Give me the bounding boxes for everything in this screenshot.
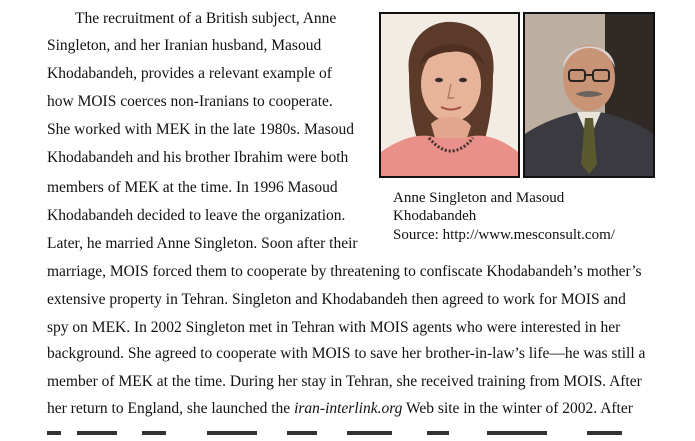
cut-off-line-fragment (47, 421, 647, 441)
line-text-before-site: her return to England, she launched the (47, 400, 295, 417)
cut-off-text-tops (47, 425, 647, 435)
photo-source: Source: http://www.mesconsult.com/ (393, 227, 615, 243)
portrait-man-illustration (525, 14, 653, 176)
photo-anne-singleton (379, 12, 520, 178)
paragraph-line-8: Khodabandeh decided to leave the organization. (47, 207, 346, 224)
paragraph-line-9: Later, he married Anne Singleton. Soon after their (47, 235, 358, 252)
paragraph-line-10: marriage, MOIS forced them to cooperate by threatening to confiscate Khodabandeh’s mother’s (47, 263, 642, 280)
paragraph-line-3: Khodabandeh, provides a relevant example of (47, 65, 332, 82)
paragraph-line-13: background. She agreed to cooperate with MOIS to save her brother-in-law’s life—he was still a (47, 345, 646, 362)
paragraph-line-6: Khodabandeh and his brother Ibrahim were both (47, 149, 349, 166)
photo-caption-line-2: Khodabandeh (393, 208, 477, 224)
paragraph-line-5: She worked with MEK in the late 1980s. Masoud (47, 121, 354, 138)
paragraph-line-15 (47, 399, 633, 419)
photo-caption-line-1: Anne Singleton and Masoud (393, 190, 565, 206)
paragraph-line-14: member of MEK at the time. During her stay in Tehran, she received training from MOIS. After (47, 373, 642, 390)
paragraph-line-4: how MOIS coerces non-Iranians to cooperate. (47, 93, 333, 110)
paragraph-line-2: Singleton, and her Iranian husband, Masoud (47, 37, 322, 54)
website-name: iran-interlink.org (294, 400, 403, 417)
portrait-woman-illustration (381, 14, 518, 176)
paragraph-line-12: spy on MEK. In 2002 Singleton met in Tehran with MOIS agents who were interested in her (47, 319, 621, 336)
paragraph-line-11: extensive property in Tehran. Singleton and Khodabandeh then agreed to work for MOIS and (47, 291, 626, 308)
photo-masoud-khodabandeh (523, 12, 655, 178)
paragraph-line-1: The recruitment of a British subject, Anne (75, 10, 337, 27)
line-text-after-site: Web site in the winter of 2002. After (402, 400, 633, 417)
paragraph-line-7: members of MEK at the time. In 1996 Masoud (47, 179, 338, 196)
